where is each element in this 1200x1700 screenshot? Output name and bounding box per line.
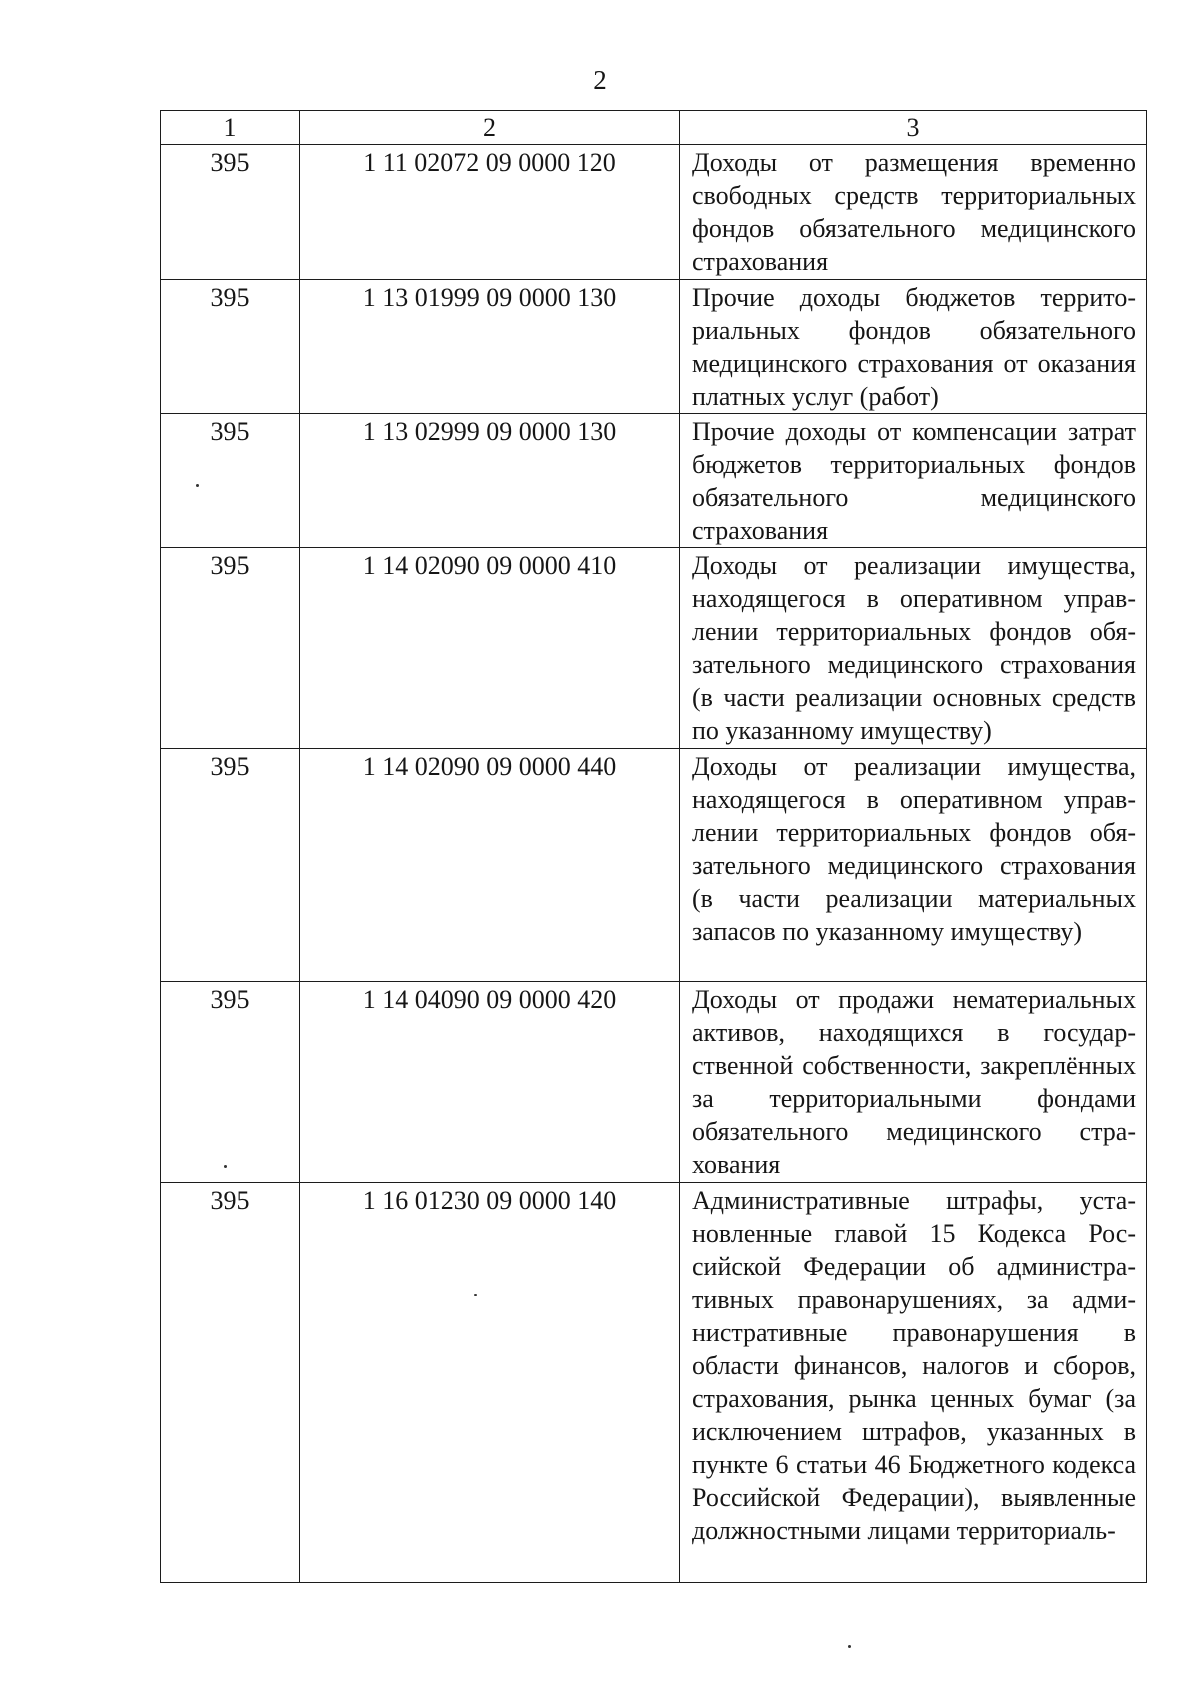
description-cell: Доходы от размещения временно свободных средств территориальных фондов обязательного медицинского страхования [680, 145, 1147, 280]
scan-speck [474, 1294, 477, 1296]
description-cell: Прочие доходы бюджетов территориальных фондов обязательного медицинского страхования от оказания платных услуг (работ) [680, 280, 1147, 414]
table-header-row [161, 111, 1147, 145]
description-cell: Прочие доходы от компенсации затрат бюджетов территориальных фондов обязательного медицинского страхования [680, 414, 1147, 548]
revenue-code-cell: 1 14 04090 09 0000 420 [300, 982, 680, 1183]
table-row [161, 145, 1147, 280]
table-row [161, 548, 1147, 749]
revenue-code-cell: 1 11 02072 09 0000 120 [300, 145, 680, 280]
table-row [161, 749, 1147, 982]
page-number: 2 [593, 65, 607, 95]
admin-code-cell: 395 [161, 749, 300, 982]
description-cell: Доходы от продажи нематериальных активов, находящихся в государственной собственности, закреплённых за территориальными фондами обязательного медицинского страхования [680, 982, 1147, 1183]
admin-code-cell: 395 [161, 414, 300, 548]
admin-code-cell: 395 [161, 1183, 300, 1583]
column-header-admin: 1 [161, 111, 300, 145]
description-cell: Доходы от реализации имущества, находящегося в оперативном управлении территориальных фондов обязательного медицинского страхования (в части реализации основных средств по указанному имуществу) [680, 548, 1147, 749]
description-cell: Административные штрафы, установленные главой 15 Кодекса Российской Федерации об административных правонарушениях, за административные правонарушения в области финансов, налогов и сборов, страхования, рынка ценных бумаг (за исключением штрафов, указанных в пункте 6 статьи 46 Бюджетного кодекса Российской Федерации), выявленные должностными лицами территориаль- [680, 1183, 1147, 1583]
revenue-codes-table [160, 110, 1147, 1583]
admin-code-cell: 395 [161, 145, 300, 280]
column-header-code: 2 [300, 111, 680, 145]
table-row [161, 1183, 1147, 1583]
admin-code-cell: 395 [161, 548, 300, 749]
scan-speck [196, 484, 199, 487]
table-row [161, 414, 1147, 548]
admin-code-cell: 395 [161, 280, 300, 414]
column-header-description: 3 [680, 111, 1147, 145]
description-cell: Доходы от реализации имущества, находящегося в оперативном управлении территориальных фондов обязательного медицинского страхования (в части реализации материальных запасов по указанному имуществу) [680, 749, 1147, 982]
revenue-code-cell: 1 14 02090 09 0000 440 [300, 749, 680, 982]
scan-speck [224, 1165, 227, 1168]
scan-speck [848, 1645, 851, 1648]
revenue-code-cell: 1 16 01230 09 0000 140 [300, 1183, 680, 1583]
table-row [161, 280, 1147, 414]
table-row [161, 982, 1147, 1183]
revenue-code-cell: 1 13 01999 09 0000 130 [300, 280, 680, 414]
revenue-code-cell: 1 13 02999 09 0000 130 [300, 414, 680, 548]
revenue-code-cell: 1 14 02090 09 0000 410 [300, 548, 680, 749]
admin-code-cell: 395 [161, 982, 300, 1183]
